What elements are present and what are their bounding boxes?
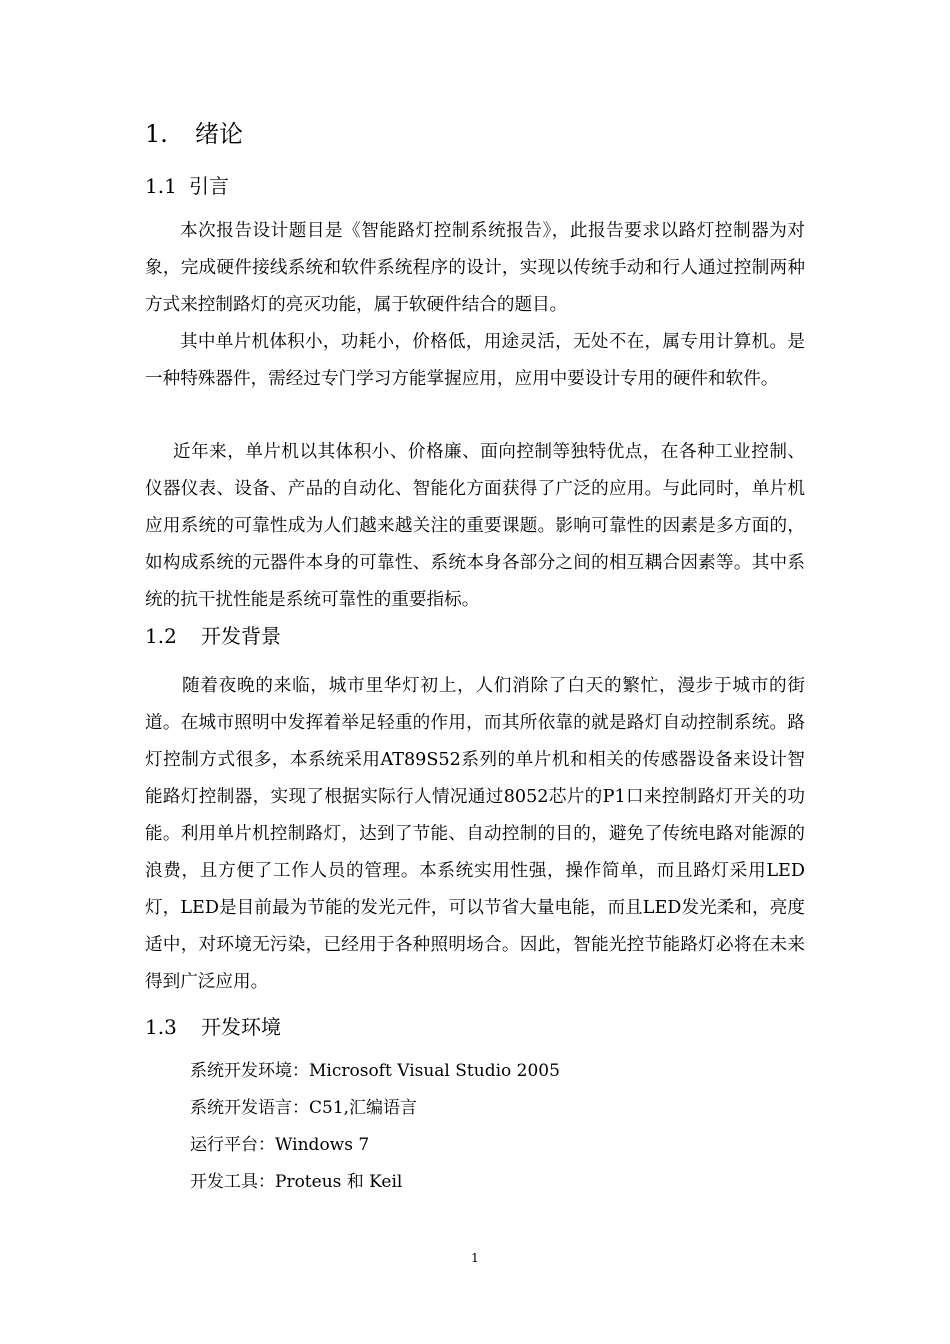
env-item-platform: 运行平台：Windows 7 [190, 1135, 370, 1155]
intro-paragraph-1: 本次报告设计题目是《智能路灯控制系统报告》，此报告要求以路灯控制器为对象，完成硬件接线系统和软件系统程序的设计，实现以传统手动和行人通过控制两种方式来控制路灯的亮灭功能，属于软硬件结合的题目。 [145, 221, 805, 315]
section-title: 开发背景 [201, 624, 281, 648]
section-title: 引言 [189, 174, 229, 198]
background-paragraph: 随着夜晚的来临，城市里华灯初上，人们消除了白天的繁忙，漫步于城市的街道。在城市照明中发挥着举足轻重的作用，而其所依靠的就是路灯自动控制系统。路灯控制方式很多，本系统采用AT89S52系列的单片机和相关的传感器设备来设计智能路灯控制器，实现了根据实际行人情况通过8052芯片的P1口来控制路灯开关的功能。利用单片机控制路灯，达到了节能、自动控制的目的，避免了传统电路对能源的浪费，且方便了工作人员的管理。本系统实用性强，操作简单，而且路灯采用LED灯，LED是目前最为节能的发光元件，可以节省大量电能，而且LED发光柔和，亮度适中，对环境无污染，已经用于各种照明场合。因此，智能光控节能路灯必将在未来得到广泛应用。 [145, 676, 805, 992]
section-number: 1.2 [145, 624, 177, 648]
section-number: 1.1 [145, 174, 177, 198]
env-item-tools: 开发工具：Proteus 和 Keil [190, 1172, 403, 1192]
chapter-heading [145, 114, 243, 154]
intro-paragraph-3: 近年来，单片机以其体积小、价格廉、面向控制等独特优点，在各种工业控制、仪器仪表、设备、产品的自动化、智能化方面获得了广泛的应用。与此同时，单片机应用系统的可靠性成为人们越来越关注的重要课题。影响可靠性的因素是多方面的，如构成系统的元器件本身的可靠性、系统本身各部分之间的相互耦合因素等。其中系统的抗干扰性能是系统可靠性的重要指标。 [145, 442, 805, 610]
section-heading-1-3 [145, 1011, 281, 1043]
env-item-ide: 系统开发环境：Microsoft Visual Studio 2005 [190, 1061, 560, 1081]
chapter-number: 1. [145, 120, 168, 148]
section-heading-1-1 [145, 170, 229, 202]
page-number: 1 [471, 1251, 479, 1265]
intro-paragraph-2: 其中单片机体积小，功耗小，价格低，用途灵活，无处不在，属专用计算机。是一种特殊器件，需经过专门学习方能掌握应用，应用中要设计专用的硬件和软件。 [145, 332, 805, 389]
env-item-language: 系统开发语言：C51,汇编语言 [190, 1098, 418, 1118]
section-heading-1-2 [145, 620, 281, 652]
section-title: 开发环境 [201, 1015, 281, 1039]
chapter-title: 绪论 [195, 120, 243, 148]
section-number: 1.3 [145, 1015, 177, 1039]
